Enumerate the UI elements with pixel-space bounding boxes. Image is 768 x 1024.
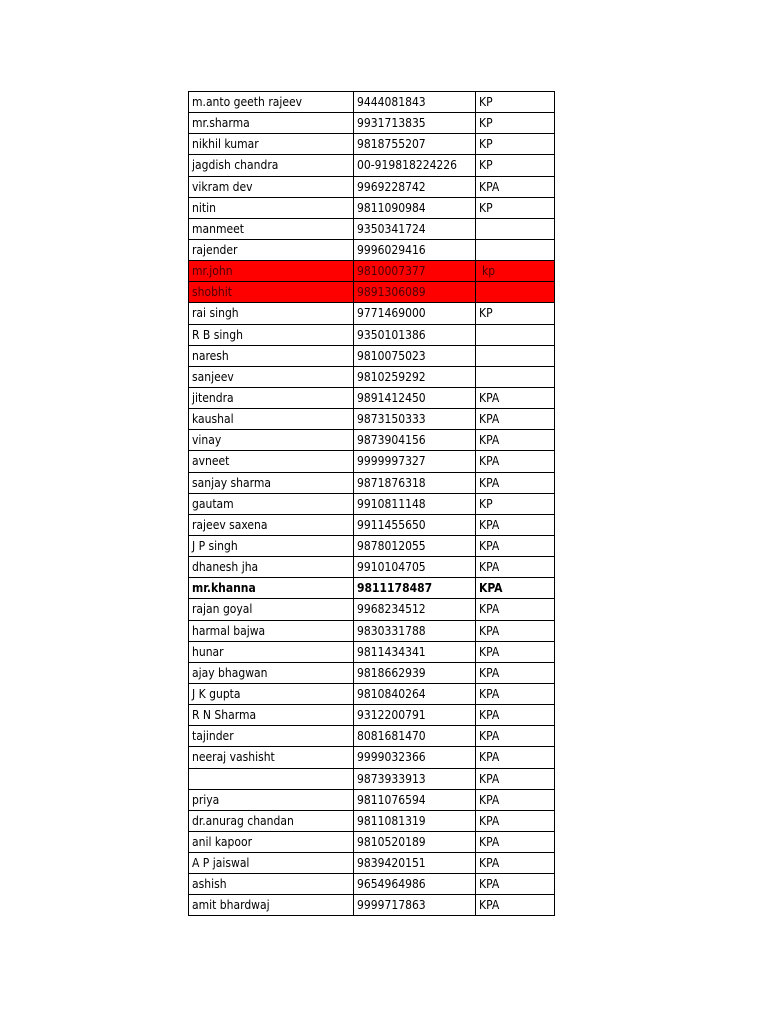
phone-cell: 9873150333	[354, 409, 476, 430]
name-cell: amit bhardwaj	[189, 895, 354, 916]
phone-cell: 9839420151	[354, 853, 476, 874]
name-cell: J K gupta	[189, 683, 354, 704]
code-cell: KPA	[476, 557, 555, 578]
code-cell: KPA	[476, 535, 555, 556]
name-cell: naresh	[189, 345, 354, 366]
table-row	[189, 282, 555, 303]
code-cell: KPA	[476, 831, 555, 852]
name-cell: mr.john	[189, 261, 354, 282]
phone-cell: 9911455650	[354, 514, 476, 535]
contacts-table-body	[189, 92, 555, 916]
phone-cell: 9444081843	[354, 92, 476, 113]
name-cell: rai singh	[189, 303, 354, 324]
table-row	[189, 134, 555, 155]
code-cell: kp	[476, 261, 555, 282]
name-cell: rajeev saxena	[189, 514, 354, 535]
phone-cell: 9910104705	[354, 557, 476, 578]
name-cell: hunar	[189, 641, 354, 662]
phone-cell: 9810007377	[354, 261, 476, 282]
name-cell: vinay	[189, 430, 354, 451]
name-cell: R B singh	[189, 324, 354, 345]
name-cell: R N Sharma	[189, 705, 354, 726]
name-cell: harmal bajwa	[189, 620, 354, 641]
phone-cell: 9999997327	[354, 451, 476, 472]
table-row	[189, 768, 555, 789]
name-cell: vikram dev	[189, 176, 354, 197]
name-cell: dr.anurag chandan	[189, 810, 354, 831]
table-row	[189, 366, 555, 387]
table-row	[189, 239, 555, 260]
table-row	[189, 387, 555, 408]
phone-cell: 9996029416	[354, 239, 476, 260]
table-row	[189, 514, 555, 535]
phone-cell: 9891412450	[354, 387, 476, 408]
code-cell: KP	[476, 92, 555, 113]
code-cell	[476, 282, 555, 303]
code-cell: KP	[476, 134, 555, 155]
phone-cell: 00-919818224226	[354, 155, 476, 176]
code-cell	[476, 345, 555, 366]
code-cell: KPA	[476, 620, 555, 641]
table-row	[189, 303, 555, 324]
table-row	[189, 705, 555, 726]
phone-cell: 9810840264	[354, 683, 476, 704]
phone-cell: 9810259292	[354, 366, 476, 387]
phone-cell: 9969228742	[354, 176, 476, 197]
phone-cell: 9654964986	[354, 874, 476, 895]
phone-cell: 9810075023	[354, 345, 476, 366]
phone-cell: 9873933913	[354, 768, 476, 789]
phone-cell: 9871876318	[354, 472, 476, 493]
table-row	[189, 683, 555, 704]
phone-cell: 9811090984	[354, 197, 476, 218]
name-cell	[189, 768, 354, 789]
name-cell: jitendra	[189, 387, 354, 408]
code-cell: KPA	[476, 514, 555, 535]
name-cell: mr.sharma	[189, 113, 354, 134]
code-cell	[476, 366, 555, 387]
code-cell: KPA	[476, 662, 555, 683]
name-cell: J P singh	[189, 535, 354, 556]
code-cell: KPA	[476, 853, 555, 874]
phone-cell: 9350101386	[354, 324, 476, 345]
name-cell: neeraj vashisht	[189, 747, 354, 768]
code-cell: KPA	[476, 789, 555, 810]
name-cell: anil kapoor	[189, 831, 354, 852]
table-row	[189, 92, 555, 113]
table-row	[189, 831, 555, 852]
phone-cell: 9811434341	[354, 641, 476, 662]
name-cell: manmeet	[189, 218, 354, 239]
table-row	[189, 155, 555, 176]
code-cell: KPA	[476, 430, 555, 451]
table-row	[189, 895, 555, 916]
name-cell: A P jaiswal	[189, 853, 354, 874]
name-cell: m.anto geeth rajeev	[189, 92, 354, 113]
table-row	[189, 430, 555, 451]
code-cell	[476, 324, 555, 345]
name-cell: tajinder	[189, 726, 354, 747]
code-cell: KPA	[476, 472, 555, 493]
table-row	[189, 493, 555, 514]
code-cell	[476, 239, 555, 260]
name-cell: mr.khanna	[189, 578, 354, 599]
phone-cell: 9811178487	[354, 578, 476, 599]
name-cell: rajan goyal	[189, 599, 354, 620]
code-cell: KP	[476, 197, 555, 218]
table-row	[189, 472, 555, 493]
code-cell: KPA	[476, 705, 555, 726]
code-cell: KPA	[476, 641, 555, 662]
code-cell: KPA	[476, 768, 555, 789]
name-cell: jagdish chandra	[189, 155, 354, 176]
code-cell: KPA	[476, 409, 555, 430]
table-row	[189, 324, 555, 345]
code-cell: KPA	[476, 599, 555, 620]
phone-cell: 9878012055	[354, 535, 476, 556]
table-row	[189, 578, 555, 599]
code-cell: KPA	[476, 747, 555, 768]
phone-cell: 9910811148	[354, 493, 476, 514]
table-row	[189, 726, 555, 747]
code-cell	[476, 218, 555, 239]
code-cell: KPA	[476, 874, 555, 895]
phone-cell: 9891306089	[354, 282, 476, 303]
phone-cell: 9810520189	[354, 831, 476, 852]
code-cell: KPA	[476, 176, 555, 197]
name-cell: sanjay sharma	[189, 472, 354, 493]
table-row	[189, 747, 555, 768]
code-cell: KP	[476, 303, 555, 324]
phone-cell: 9873904156	[354, 430, 476, 451]
code-cell: KPA	[476, 726, 555, 747]
name-cell: shobhit	[189, 282, 354, 303]
code-cell: KPA	[476, 683, 555, 704]
phone-cell: 9818662939	[354, 662, 476, 683]
table-row	[189, 261, 555, 282]
name-cell: ashish	[189, 874, 354, 895]
phone-cell: 8081681470	[354, 726, 476, 747]
table-row	[189, 409, 555, 430]
code-cell: KPA	[476, 578, 555, 599]
table-row	[189, 853, 555, 874]
name-cell: dhanesh jha	[189, 557, 354, 578]
table-row	[189, 599, 555, 620]
code-cell: KP	[476, 155, 555, 176]
code-cell: KPA	[476, 895, 555, 916]
name-cell: ajay bhagwan	[189, 662, 354, 683]
name-cell: avneet	[189, 451, 354, 472]
table-row	[189, 662, 555, 683]
table-row	[189, 620, 555, 641]
name-cell: rajender	[189, 239, 354, 260]
name-cell: nitin	[189, 197, 354, 218]
table-row	[189, 557, 555, 578]
table-row	[189, 176, 555, 197]
phone-cell: 9771469000	[354, 303, 476, 324]
name-cell: priya	[189, 789, 354, 810]
name-cell: nikhil kumar	[189, 134, 354, 155]
phone-cell: 9999717863	[354, 895, 476, 916]
table-row	[189, 810, 555, 831]
phone-cell: 9999032366	[354, 747, 476, 768]
phone-cell: 9811076594	[354, 789, 476, 810]
table-row	[189, 345, 555, 366]
table-row	[189, 789, 555, 810]
code-cell: KP	[476, 493, 555, 514]
name-cell: kaushal	[189, 409, 354, 430]
phone-cell: 9312200791	[354, 705, 476, 726]
code-cell: KPA	[476, 451, 555, 472]
phone-cell: 9830331788	[354, 620, 476, 641]
name-cell: gautam	[189, 493, 354, 514]
phone-cell: 9350341724	[354, 218, 476, 239]
phone-cell: 9931713835	[354, 113, 476, 134]
table-row	[189, 197, 555, 218]
table-row	[189, 451, 555, 472]
table-row	[189, 535, 555, 556]
contacts-table	[188, 91, 555, 916]
name-cell: sanjeev	[189, 366, 354, 387]
table-row	[189, 218, 555, 239]
table-row	[189, 641, 555, 662]
code-cell: KPA	[476, 387, 555, 408]
table-row	[189, 113, 555, 134]
phone-cell: 9811081319	[354, 810, 476, 831]
code-cell: KP	[476, 113, 555, 134]
table-row	[189, 874, 555, 895]
phone-cell: 9968234512	[354, 599, 476, 620]
code-cell: KPA	[476, 810, 555, 831]
phone-cell: 9818755207	[354, 134, 476, 155]
